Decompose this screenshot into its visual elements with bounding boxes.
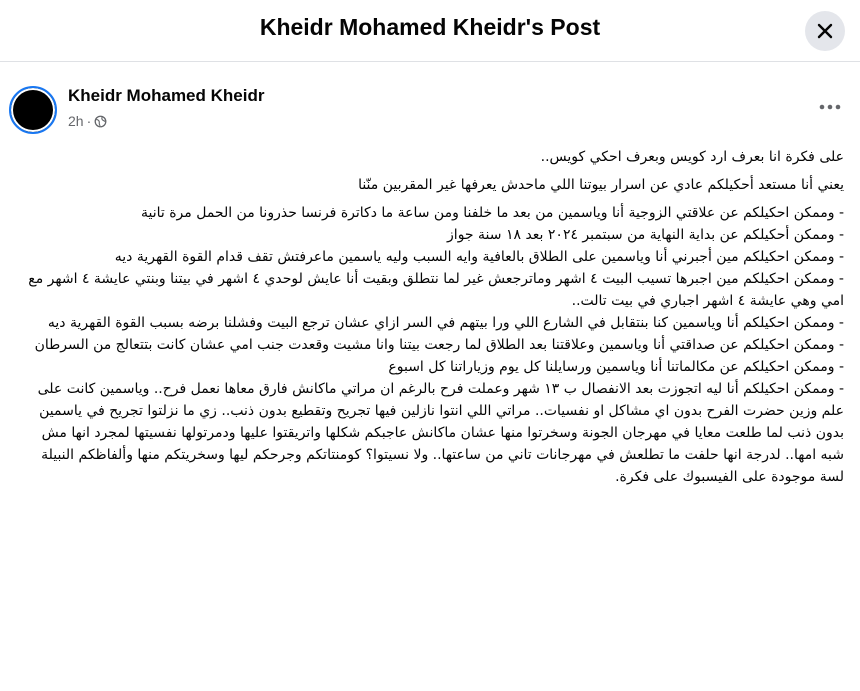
author-name[interactable]: Kheidr Mohamed Kheidr <box>68 86 265 105</box>
post-text <box>16 146 844 488</box>
more-options-button[interactable] <box>812 92 848 122</box>
post-paragraph: - وممكن احكيلكم أنا ليه اتجوزت بعد الانفصال ب ١٣ شهر وعملت فرح بالرغم ان مراتي ماكانش فارق معاها نعمل فرح.. وياسمين كانت على علم وزين حضرت الفرح بدون اي مشاكل او نفسيات.. مراتي اللي انتوا نازلين فيها تجريح وتقطيع بدون ذنب.. زي ما نزلتوا تجريح في ياسمين بدون ذنب لما طلعت معايا في مهرجان الجونة وسخرتوا منها عشان ماكانش عاجبكم شكلها واتريقتوا عليها ودمرتولها نفسيتها لمجرد انها مش شبه امها.. لدرجة انها حلفت ما تطلعش في مهرجانات تاني من ساعتها.. ولا نسيتوا؟ كومنتاتكم وجرحكم ليها وسخريتكم منها وألفاظكم النبيلة لسة موجودة على الفيسبوك على فكرة. <box>37 381 844 485</box>
close-button[interactable] <box>805 11 845 51</box>
meta-separator: · <box>86 113 92 129</box>
post-paragraph: - وممكن احكيلكم مين أجبرني أنا وياسمين على الطلاق بالعافية وايه السبب وليه ياسمين ماعرفتش تقف قدام القوة القهرية ديه <box>114 249 844 265</box>
post-paragraph: - وممكن أحكيلكم عن بداية النهاية من سبتمبر ٢٠٢٤ بعد ١٨ سنة جواز <box>447 227 844 243</box>
close-icon <box>815 21 835 41</box>
dialog-header <box>0 0 860 62</box>
post-paragraph: يعني أنا مستعد أحكيلكم عادي عن اسرار بيوتنا اللي ماحدش يعرفها غير المقربين منّنا <box>358 177 844 193</box>
post-paragraph: - وممكن احكيلكم عن علاقتي الزوجية أنا وياسمين من بعد ما خلفنا ومن ساعة ما دكاترة فرنسا حذرونا من الحمل مرة تانية <box>140 205 844 221</box>
dialog-title: Kheidr Mohamed Kheidr's Post <box>259 14 601 40</box>
more-horizontal-icon <box>819 104 841 110</box>
post-meta <box>68 113 107 129</box>
post-paragraph: على فكرة انا بعرف ارد كويس وبعرف احكي كويس.. <box>540 149 844 165</box>
post-paragraph: - وممكن احكيلكم عن مكالماتنا أنا وياسمين ورسايلنا كل يوم وزياراتنا كل اسبوع <box>388 359 844 375</box>
globe-icon[interactable] <box>94 115 107 128</box>
post-time[interactable]: 2h <box>68 113 84 129</box>
post-paragraph: - وممكن احكيلكم أنا وياسمين كنا بنتقابل في الشارع اللي ورا بيتهم في السر ازاي عشان ترجع البيت وفشلنا برضه بسبب القوة القهرية ديه <box>47 315 844 331</box>
post-header <box>0 62 860 142</box>
post-paragraph: - وممكن احكيلكم عن صداقتي أنا وياسمين وعلاقتنا بعد الطلاق لما رجعت بيتنا وانا مشيت وقعدت جنب امي عشان كانت بتتعالج من السرطان <box>34 337 844 353</box>
avatar[interactable] <box>9 86 57 134</box>
post-paragraph: - وممكن احكيلكم مين اجبرها تسيب البيت ٤ اشهر وماترجعش غير لما نتطلق وبقيت أنا عايش لوحدي ٤ اشهر في بيتنا وبنتي عايشة ٤ اشهر مع امي وهي عايشة ٤ اشهر اجباري في بيت تالت.. <box>28 271 844 309</box>
